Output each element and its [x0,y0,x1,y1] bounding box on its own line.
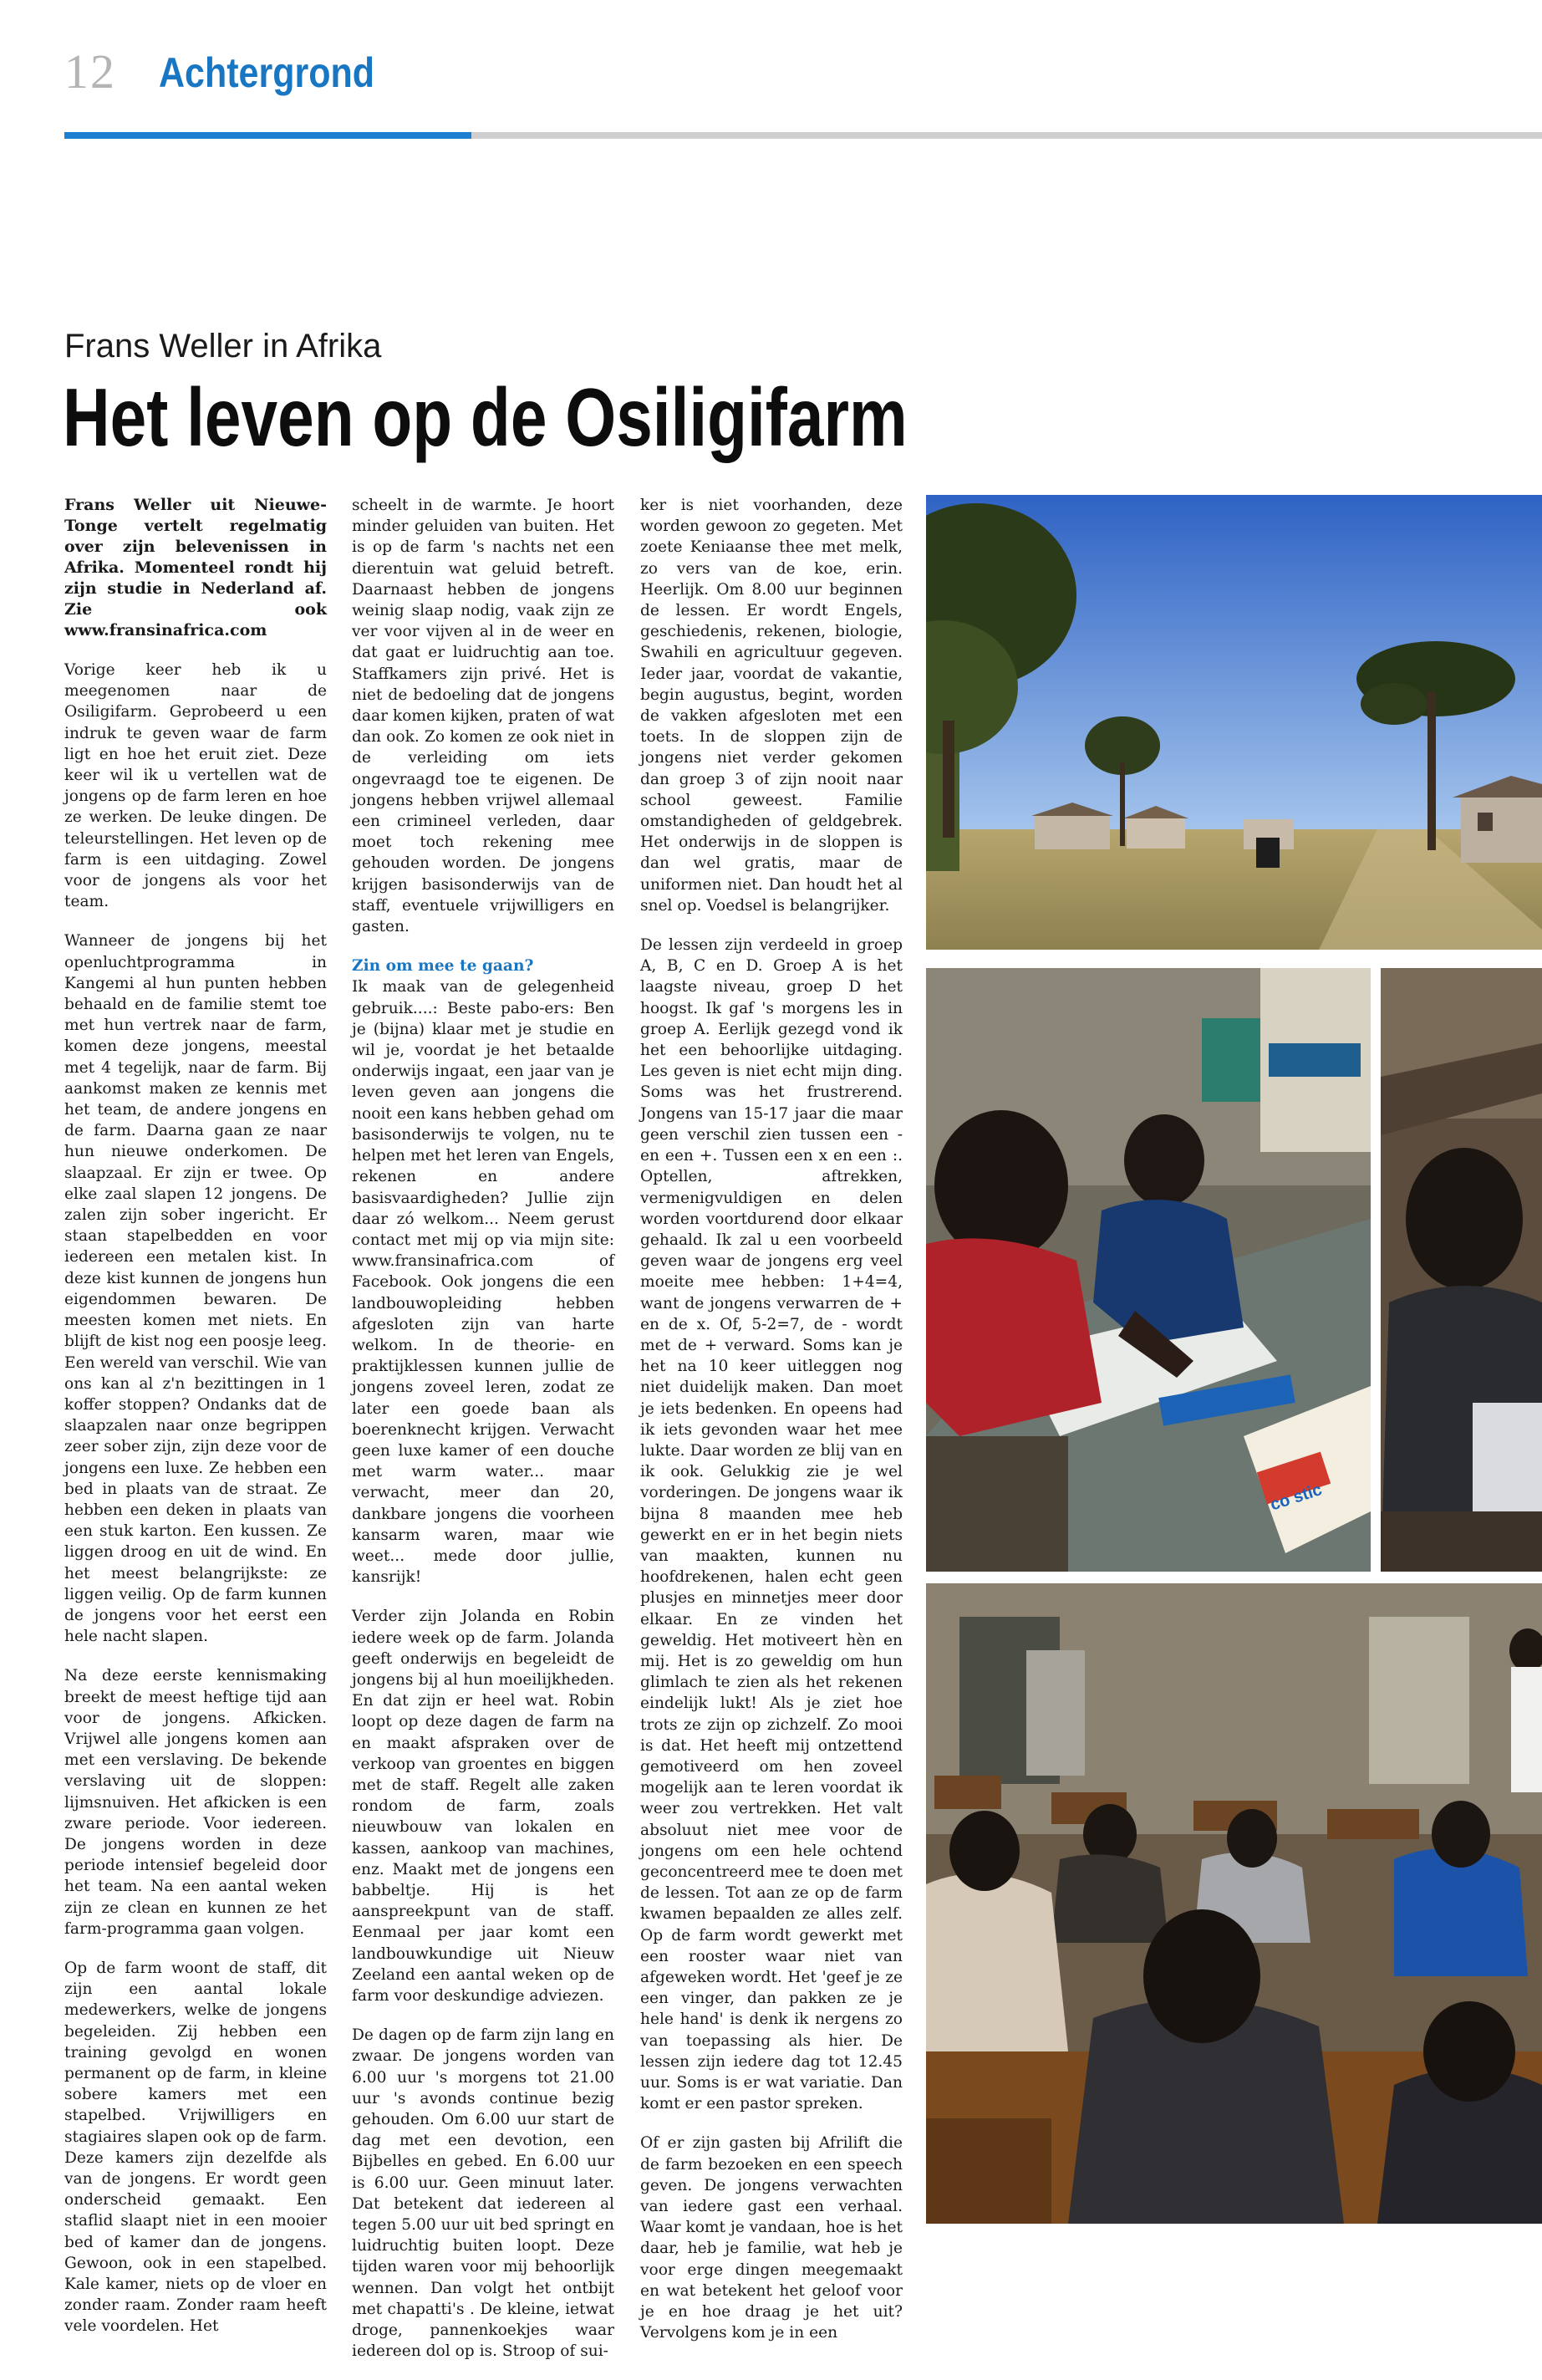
paragraph: Vorige keer heb ik u meegenomen naar de Osiligifarm. Geprobeerd u een indruk te geven waar de farm ligt en hoe het eruit ziet. Deze keer wil ik u vertellen wat de jongens op de farm leren en hoe ze werken. De leuke dingen. De teleurstellingen. Het leven op de farm is een uitdaging. Zowel voor de jongens als voor het team. [64,661,327,911]
paragraph: Of er zijn gasten bij Afrilift die de farm bezoeken en een speech geven. De jongens verwachten van iedere gast een verhaal. Waar komt je vandaan, hoe is het daar, heb je familie, wat heb je voor erge dingen meegemaakt en wat betekent het geloof voor je en hoe draag je het uit? Vervolgens kom je in een [640,2134,903,2342]
article-column-1 [64,495,327,2356]
article-kicker: Frans Weller in Afrika [64,328,382,364]
page-number: 12 [64,44,116,99]
farm-landscape-photo [926,495,1542,950]
assembly-hall-photo [926,1583,1542,2224]
paragraph: De dagen op de farm zijn lang en zwaar. De jongens worden van 6.00 uur 's morgens tot 21.00 uur 's avonds continue bezig gehouden. Om 6.00 uur start de dag met een devotion, een Bijbelles en gebed. En 6.00 uur is 6.00 uur. Geen minuut later. Dat betekent dat iedereen al tegen 5.00 uur uit bed springt en luidruchtig buiten loopt. Deze tijden waren voor mij behoorlijk wennen. Dan volgt het ontbijt met chapatti's . De kleine, ietwat droge, pannenkoekjes waar iedereen dol op is. Stroop of sui- [352,2026,614,2361]
article-column-3 [640,495,903,2362]
paragraph: De lessen zijn verdeeld in groep A, B, C en D. Groep A is het laagste niveau, groep D het hoogst. Ik gaf 's morgens les in groep A. Eerlijk gezegd vond ik het een behoorlijke uitdaging. Les geven is niet echt mijn ding. Soms was het frustrerend. Jongens van 15-17 jaar die maar geen verschil zien tussen een - en een +. Tussen een x en een :. Optellen, aftrekken, vermenigvuldigen en delen worden voortdurend door elkaar gehaald. Ik zal u een voorbeeld geven waar de jongens erg veel moeite mee hebben: 1+4=4, want de jongens verwarren de + en de x. Of, 5-2=7, de - wordt met de + verward. Soms kan je het na 10 keer uitleggen nog niet duidelijk maken. Dan moet je iets bedenken. En opeens had ik iets gevonden waar het mee lukte. Daar worden ze blij van en ik ook. Gelukkig zie je wel vorderingen. De jongens waar ik bijna 8 maanden mee heb gewerkt en er in het begin niets van maakten, kunnen nu hoofdrekenen, halen echt geen plusjes en minnetjes meer door elkaar. En ze vinden het geweldig. Het motiveert hèn en mij. Het is zo geweldig om hun glimlach te zien als het rekenen eindelijk lukt! Als je ziet hoe trots ze zijn op zichzelf. Zo mooi is dat. Het heeft mij ontzettend gemotiveerd om hen zoveel mogelijk aan te leren voordat ik weer zou vertrekken. Het valt absoluut niet mee voor de jongens om een hele ochtend geconcentreerd mee te doen met de lessen. Tot aan ze op de farm kwamen bepaalden ze alles zelf. Op de farm wordt gewerkt met een rooster waar niet van afgeweken wordt. Het 'geef je ze een vinger, dan pakken ze je hele hand' is denk ik nergens zo van toepassing als hier. De lessen zijn iedere dag tot 12.45 uur. Soms is er wat variatie. Dan komt er een pastor spreken. [640,936,903,2113]
article-headline: Het leven op de Osiligifarm [63,371,908,463]
article-lead: Frans Weller uit Nieuwe-Tonge vertelt regelmatig over zijn belevenissen in Afrika. Momenteel rondt hij zijn studie in Nederland af. Zie ook www.fransinafrica.com [64,496,327,640]
article-column-2 [352,495,614,2380]
photo-column [926,495,1542,2224]
student-side-photo [1381,968,1542,1572]
header-rule-accent [64,132,471,139]
classroom-photo [926,968,1371,1572]
section-title: Achtergrond [159,49,374,96]
paragraph: Na deze eerste kennismaking breekt de meest heftige tijd aan voor de jongens. Afkicken. Vrijwel alle jongens komen aan met een verslaving. De bekende verslaving uit de sloppen: lijmsnuiven. Het afkicken is een zware periode. Voor iedereen. De jongens worden in deze periode intensief begeleid door het team. Na een aantal weken zijn ze clean en kunnen ze het farm-programma gaan volgen. [64,1667,327,1938]
paragraph: scheelt in de warmte. Je hoort minder geluiden van buiten. Het is op de farm 's nachts net een dierentuin wat geluid betreft. Daarnaast hebben de jongens weinig slaap nodig, vaak zijn ze ver voor vijven al in de weer en dat gaat er luidruchtig aan toe. Staffkamers zijn privé. Het is niet de bedoeling dat de jongens daar komen kijken, praten of wat dan ook. Zo komen ze ook niet in de verleiding om iets ongevraagd toe te eigenen. De jongens hebben vrijwel allemaal een crimineel verleden, daar moet toch rekening mee gehouden worden. De jongens krijgen basisonderwijs van de staff, eventuele vrijwilligers en gasten. [352,497,614,936]
paragraph: Op de farm woont de staff, dit zijn een aantal lokale medewerkers, welke de jongens begeleiden. Zij hebben een training gevolgd en wonen permanent op de farm, in kleine sobere kamers met een stapelbed. Vrijwilligers en stagiaires slapen ook op de farm. Deze kamers zijn dezelfde als van de jongens. Er wordt geen onderscheid gemaakt. Een staflid slaapt niet in een mooier bed of kamer dan de jongens. Gewoon, ook in een stapelbed. Kale kamer, niets op de vloer en zonder raam. Zonder raam heeft vele voordelen. Het [64,1959,327,2336]
paragraph: ker is niet voorhanden, deze worden gewoon zo gegeten. Met zoete Keniaanse thee met melk, zo vers van de koe, erin. Heerlijk. Om 8.00 uur beginnen de lessen. Er wordt Engels, geschiedenis, rekenen, biologie, Swahili en agricultuur gegeven. Ieder jaar, voordat de vakantie, begin augustus, begint, worden de vakken afgesloten met een toets. In de sloppen zijn de jongens niet verder gekomen dan groep 3 of zijn nooit naar school geweest. Familie omstandigheden of geldgebrek. Het onderwijs in de sloppen is dan wel gratis, maar de uniformen niet. Dan houdt het al snel op. Voedsel is belangrijker. [640,497,903,915]
paragraph: Ik maak van de gelegenheid gebruik....: Beste pabo-ers: Ben je (bijna) klaar met je studie en wil je, voordat je het betaalde onderwijs ingaat, een jaar van je leven geven aan jongens die nooit een kans hebben gehad om basisonderwijs te volgen, nu te helpen met het leren van Engels, rekenen en andere basisvaardigheden? Jullie zijn daar zó welkom... Neem gerust contact met mij op via mijn site: www.fransinafrica.com of Facebook. Ook jongens die een landbouwopleiding hebben afgesloten zijn van harte welkom. In de theorie- en praktijklessen kunnen jullie de jongens zoveel leren, zodat ze later een goede baan als boerenknecht krijgen. Verwacht geen luxe kamer of een douche met warm water... maar verwacht, meer dan 20, dankbare jongens die voorheen kansarm waren, maar wie weet... mede door jullie, kansrijk! [352,978,614,1587]
paragraph: Wanneer de jongens bij het openluchtprogramma in Kangemi al hun punten hebben behaald en de familie stemt toe met hun vertrek naar de farm, komen deze jongens, meestal met 4 tegelijk, naar de farm. Bij aankomst maken ze kennis met het team, de andere jongens en de farm. Daarna gaan ze naar hun nieuwe onderkomen. De slaapzaal. Er zijn er twee. Op elke zaal slapen 12 jongens. De zalen zijn sober ingericht. Er staan stapelbedden en voor iedereen een metalen kist. In deze kist kunnen de jongens hun eigendommen bewaren. De meesten komen met niets. En blijft de kist nog een poosje leeg. Een wereld van verschil. Wie van ons kan al z'n bezittingen in 1 koffer stoppen? Ondanks dat de slaapzalen naar onze begrippen zeer sober zijn, zijn deze voor de jongens een luxe. Ze hebben een bed in plaats van de straat. Ze hebben een deken in plaats van een stuk karton. Een kussen. Ze liggen droog en uit de wind. En het meest belangrijkste: ze liggen veilig. Op de farm kunnen de jongens voor het eerst een hele nacht slapen. [64,932,327,1646]
paragraph: Verder zijn Jolanda en Robin iedere week op de farm. Jolanda geeft onderwijs en begeleidt de jongens bij al hun moeilijkheden. En dat zijn er heel wat. Robin loopt op deze dagen de farm na en maakt afspraken over de verkoop van groentes en biggen met de staff. Regelt alle zaken rondom de farm, zoals nieuwbouw van lokalen en kassen, aankoop van machines, enz. Maakt met de jongens een babbeltje. Hij is het aanspreekpunt van de staff. Eenmaal per jaar komt een landbouwkundige uit Nieuw Zeeland een aantal weken op de farm voor deskundige adviezen. [352,1608,614,2005]
article-subhead: Zin om mee te gaan? [352,957,534,976]
box-label-text: co stic [1268,1480,1325,1515]
